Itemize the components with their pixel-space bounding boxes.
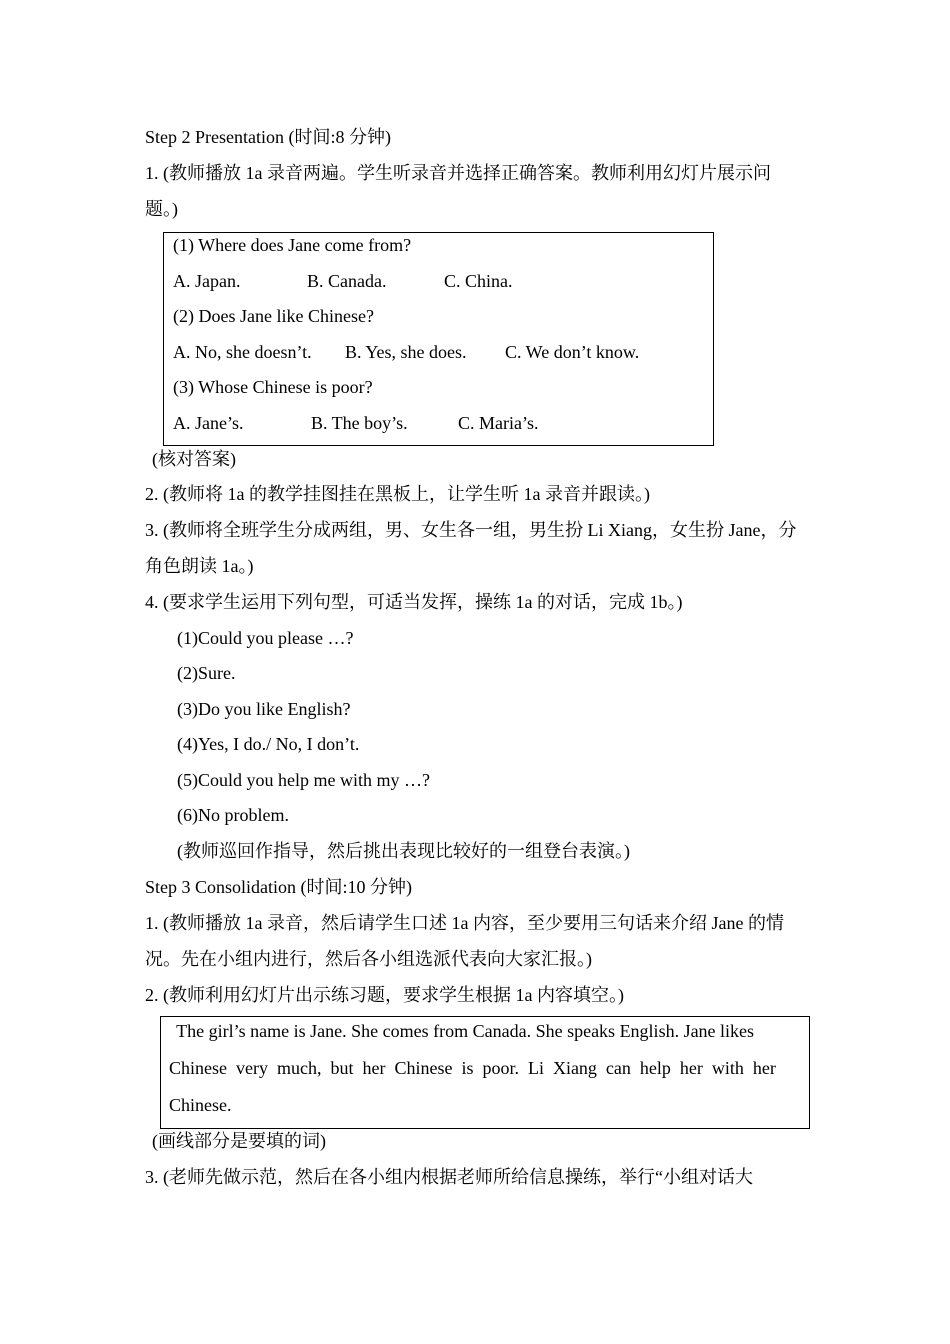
quiz-question-3: (3) Whose Chinese is poor? [173,377,373,397]
check-answers-note: (核对答案) [152,449,236,469]
quiz-q3-option-c: C. Maria’s. [458,413,539,433]
quiz-q1-option-c: C. China. [444,271,513,291]
teacher-note: (教师巡回作指导，然后挑出表现比较好的一组登台表演。) [177,841,630,861]
underline-note: (画线部分是要填的词) [152,1131,326,1151]
quiz-question-1: (1) Where does Jane come from? [173,235,412,255]
step3-item1-line1: 1. (教师播放 1a 录音，然后请学生口述 1a 内容，至少要用三句话来介绍 Jane 的情 [145,913,784,933]
quiz-question-2: (2) Does Jane like Chinese? [173,306,374,326]
quiz-q3-option-b: B. The boy’s. [311,413,408,433]
step2-heading: Step 2 Presentation (时间:8 分钟) [145,127,391,147]
step3-item3: 3. (老师先做示范，然后在各小组内根据老师所给信息操练，举行“小组对话大 [145,1167,753,1187]
quiz-q2-option-c: C. We don’t know. [505,342,640,362]
step2-item3-line1: 3. (教师将全班学生分成两组，男、女生各一组，男生扮 Li Xiang，女生扮 Jane，分 [145,520,797,540]
quiz-q2-option-a: A. No, she doesn’t. [173,342,312,362]
quiz-q1-option-a: A. Japan. [173,271,241,291]
pattern-item: (1)Could you please …? [177,628,354,648]
step2-item1-line2: 题。) [145,199,178,219]
passage-line-3: Chinese. [169,1095,232,1115]
step2-item4: 4. (要求学生运用下列句型，可适当发挥，操练 1a 的对话，完成 1b。) [145,592,683,612]
passage-line-2: Chinese very much, but her Chinese is poor. Li Xiang can help her with her [169,1058,776,1078]
quiz-q2-option-b: B. Yes, she does. [345,342,467,362]
step2-item2: 2. (教师将 1a 的教学挂图挂在黑板上，让学生听 1a 录音并跟读。) [145,484,650,504]
passage-box [160,1016,810,1129]
pattern-item: (6)No problem. [177,805,289,825]
pattern-item: (5)Could you help me with my …? [177,770,430,790]
step3-heading: Step 3 Consolidation (时间:10 分钟) [145,877,412,897]
pattern-item: (3)Do you like English? [177,699,351,719]
step3-item1-line2: 况。先在小组内进行，然后各小组选派代表向大家汇报。) [145,949,592,969]
pattern-item: (4)Yes, I do./ No, I don’t. [177,734,360,754]
step2-item1-line1: 1. (教师播放 1a 录音两遍。学生听录音并选择正确答案。教师利用幻灯片展示问 [145,163,771,183]
quiz-q1-option-b: B. Canada. [307,271,387,291]
quiz-q3-option-a: A. Jane’s. [173,413,244,433]
passage-line-1: The girl’s name is Jane. She comes from Canada. She speaks English. Jane likes [172,1021,755,1041]
step2-item3-line2: 角色朗读 1a。) [145,556,254,576]
pattern-item: (2)Sure. [177,663,236,683]
quiz-box [163,232,714,446]
step3-item2: 2. (教师利用幻灯片出示练习题，要求学生根据 1a 内容填空。) [145,985,624,1005]
